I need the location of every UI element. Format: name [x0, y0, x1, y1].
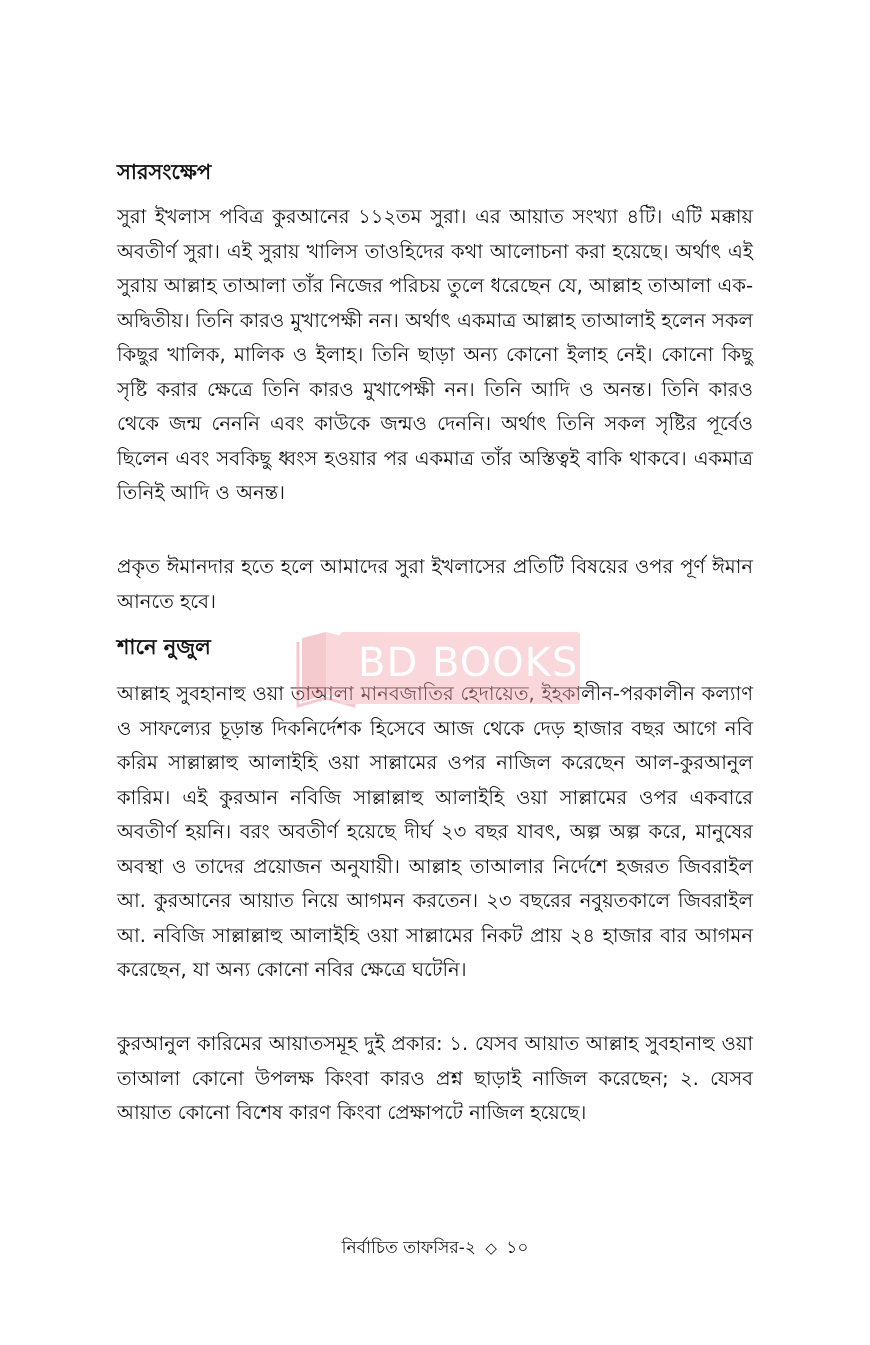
page-number: ১০ [506, 1238, 529, 1258]
section-heading-shane-nuzul: শানে নুজুল [117, 635, 211, 659]
summary-paragraph-2: প্রকৃত ঈমানদার হতে হলে আমাদের সুরা ইখলাসের প্রতিটি বিষয়ের ওপর পূর্ণ ঈমান আনতে হবে। [117, 555, 753, 613]
shane-nuzul-paragraph-1: আল্লাহ সুবহানাহু ওয়া তাআলা মানবজাতির হেদায়েত, ইহকালীন-পরকালীন কল্যাণ ও সাফল্যের চূড়ান্ত দিকনির্দেশক হিসেবে আজ থেকে দেড় হাজার বছর আগে নবি করিম সাল্লাল্লাহু আলাইহি ওয়া সাল্লামের ওপর নাজিল করেছেন আল-কুরআনুল কারিম। এই কুরআন নবিজি সাল্লাল্লাহু আলাইহি ওয়া সাল্লামের ওপর একবারে অবতীর্ণ হয়নি। বরং অবতীর্ণ হয়েছে দীর্ঘ ২৩ বছর যাবৎ, অল্প অল্প করে, মানুষের অবস্থা ও তাদের প্রয়োজন অনুযায়ী। আল্লাহ তাআলার নির্দেশে হজরত জিবরাইল আ. কুরআনের আয়াত নিয়ে আগমন করতেন। ২৩ বছরের নবুয়তকালে জিবরাইল আ. নবিজি সাল্লাল্লাহু আলাইহি ওয়া সাল্লামের নিকট প্রায় ২৪ হাজার বার আগমন করেছেন, যা অন্য কোনো নবির ক্ষেত্রে ঘটেনি। [117, 682, 753, 981]
shane-nuzul-paragraph-2: কুরআনুল কারিমের আয়াতসমূহ দুই প্রকার: ১. যেসব আয়াত আল্লাহ সুবহানাহু ওয়া তাআলা কোনো উপলক্ষ কিংবা কারও প্রশ্ন ছাড়াই নাজিল করেছেন; ২. যেসব আয়াত কোনো বিশেষ কারণ কিংবা প্রেক্ষাপটে নাজিল হয়েছে। [117, 1032, 753, 1124]
summary-paragraph-1: সুরা ইখলাস পবিত্র কুরআনের ১১২তম সুরা। এর আয়াত সংখ্যা ৪টি। এটি মক্কায় অবতীর্ণ সুরা। এই সুরায় খালিস তাওহিদের কথা আলোচনা করা হয়েছে। অর্থাৎ এই সুরায় আল্লাহ তাআলা তাঁর নিজের পরিচয় তুলে ধরেছেন যে, আল্লাহ তাআলা এক-অদ্বিতীয়। তিনি কারও মুখাপেক্ষী নন। অর্থাৎ একমাত্র আল্লাহ তাআলাই হলেন সকল কিছুর খালিক, মালিক ও ইলাহ। তিনি ছাড়া অন্য কোনো ইলাহ নেই। কোনো কিছু সৃষ্টি করার ক্ষেত্রে তিনি কারও মুখাপেক্ষী নন। তিনি আদি ও অনন্ত। তিনি কারও থেকে জন্ম নেননি এবং কাউকে জন্মও দেননি। অর্থাৎ তিনি সকল সৃষ্টির পূর্বেও ছিলেন এবং সবকিছু ধ্বংস হওয়ার পর একমাত্র তাঁর অস্তিত্বই বাকি থাকবে। একমাত্র তিনিই আদি ও অনন্ত। [117, 205, 753, 504]
watermark-text: BD BOOKS [358, 640, 579, 686]
section-heading-summary: সারসংক্ষেপ [117, 160, 212, 184]
footer-book-title: নির্বাচিত তাফসির-২ [341, 1238, 476, 1258]
diamond-separator-icon: ◇ [485, 1239, 497, 1257]
page-footer [0, 1236, 870, 1260]
